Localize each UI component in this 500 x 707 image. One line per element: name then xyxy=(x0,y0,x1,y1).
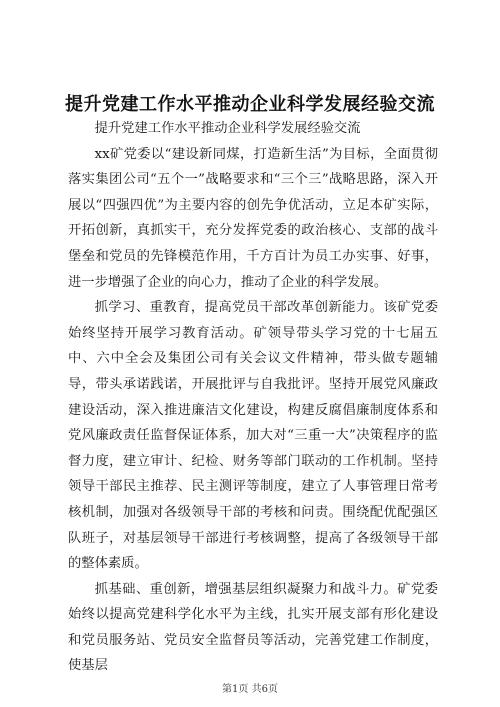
document-title: 提升党建工作水平推动企业科学发展经验交流 xyxy=(65,94,435,115)
paragraph-foundation-innovation: 抓基础、重创新，增强基层组织凝聚力和战斗力。矿党委始终以提高党建科学化水平为主线，扎实开展支部有形化建设和党员服务站、党员安全监督员等活动，完善党建工作制度，使基层 xyxy=(68,581,438,674)
document-subtitle: 提升党建工作水平推动企业科学发展经验交流 xyxy=(94,121,361,136)
document-body xyxy=(68,116,438,679)
paragraph-study-education: 抓学习、重教育，提高党员干部改革创新能力。该矿党委始终坚持开展学习教育活动。矿领导带头学习党的十七届五中、六中全会及集团公司有关会议文件精神，带头做专题辅导，带头承诺践诺，开展批评与自我批评。坚持开展党风廉政建设活动，深入推进廉洁文化建设，构建反腐倡廉制度体系和党风廉政责任监督保证体系，加大对“三重一大”决策程序的监督力度，建立审计、纪检、财务等部门联动的工作机制。坚持领导干部民主推荐、民主测评等制度，建立了人事管理日常考核机制，加强对各级领导干部的考核和问责。围绕配优配强区队班子，对基层领导干部进行考核调整，提高了各级领导干部的整体素质。 xyxy=(68,300,438,572)
paragraph-intro: xx矿党委以“建设新同煤，打造新生活”为目标，全面贯彻落实集团公司“五个一”战略要求和“三个三”战略思路，深入开展以“四强四优”为主要内容的创先争优活动，立足本矿实际，开拓创新，真抓实干，充分发挥党委的政治核心、支部的战斗堡垒和党员的先锋模范作用，千方百计为员工办实事、好事，进一步增强了企业的向心力，推动了企业的科学发展。 xyxy=(68,146,438,290)
page-number-footer: 第1页 共6页 xyxy=(222,684,278,695)
